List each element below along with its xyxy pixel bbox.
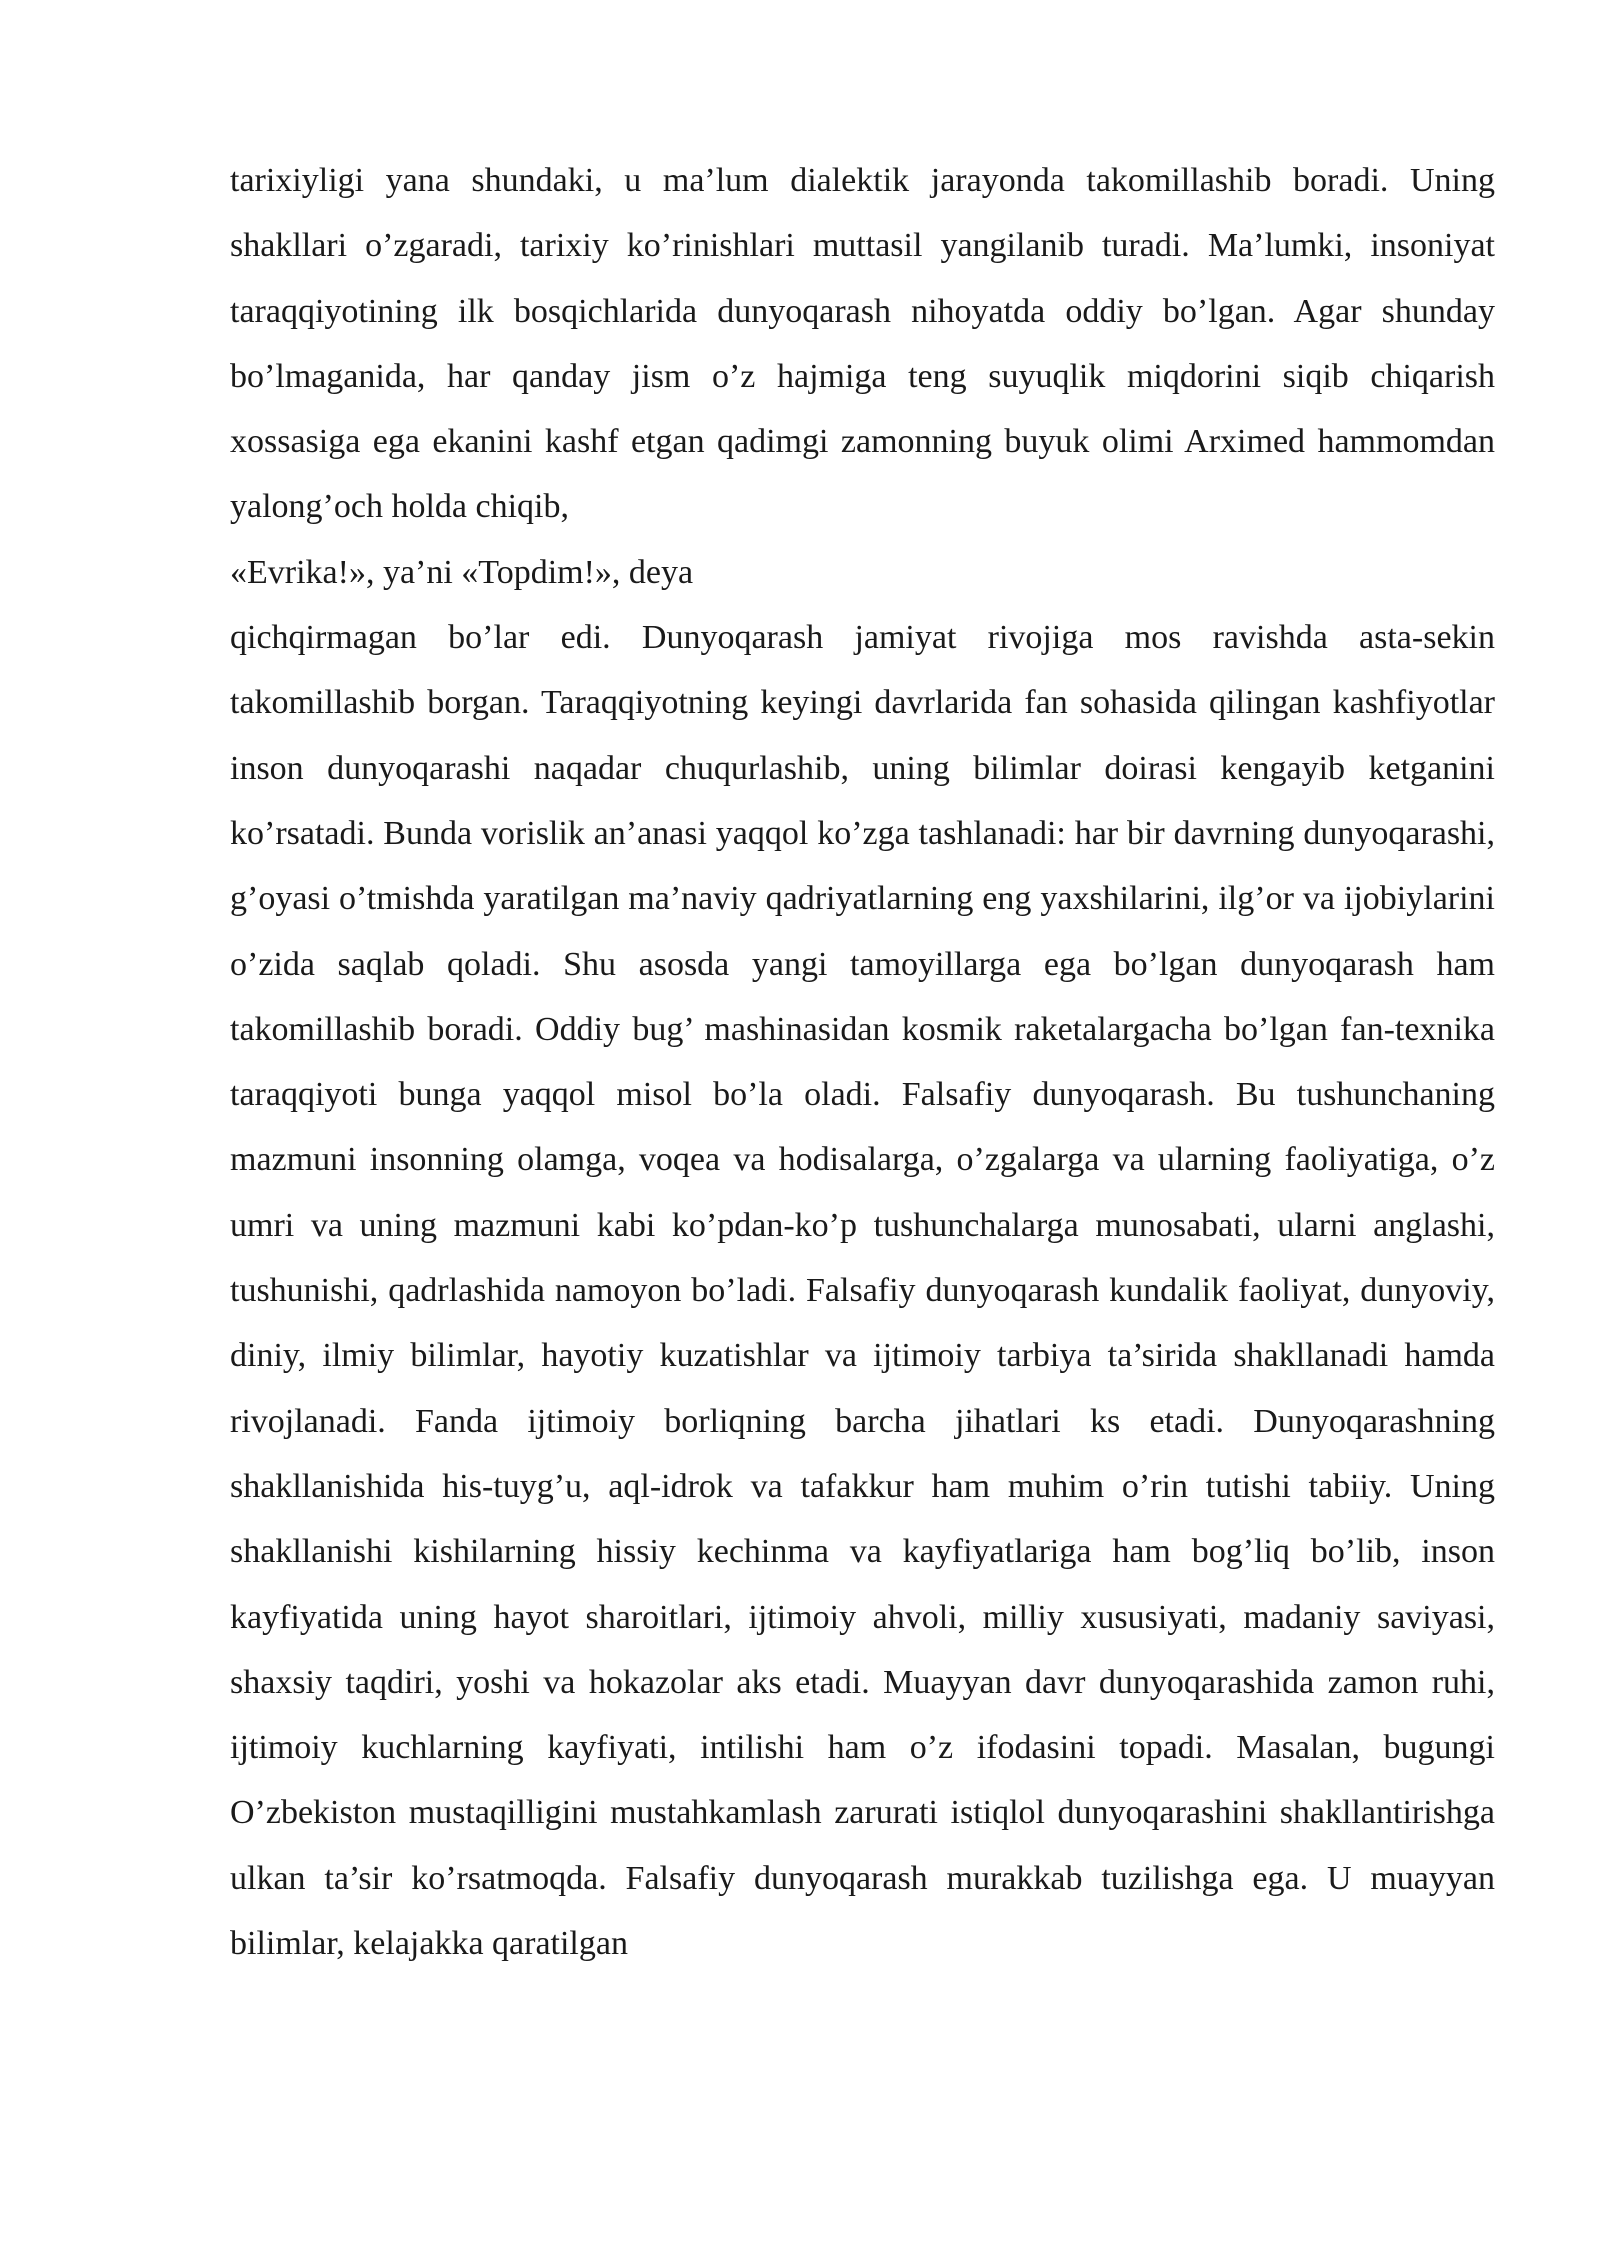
paragraph-1: tarixiyligi yana shundaki, u ma’lum dialektik jarayonda takomillashib boradi. Uning shakllari o’zgaradi, tarixiy ko’rinishlari muttasil yangilanib turadi. Ma’lumki, insoniyat taraqqiyotining ilk bosqichlarida dunyoqarash nihoyatda oddiy bo’lgan. Agar shunday bo’lmaganida, har qanday jism o’z hajmiga teng suyuqlik miqdorini siqib chiqarish xossasiga ega ekanini kashf etgan qadimgi zamonning buyuk olimi Arximed hammomdan yalong’och holda chiqib, — [230, 162, 1495, 526]
paragraph-3: qichqirmagan bo’lar edi. Dunyoqarash jamiyat rivojiga mos ravishda asta-sekin takomillashib borgan. Taraqqiyotning keyingi davrlarida fan sohasida qilingan kashfiyotlar inson dunyoqarashi naqadar chuqurlashib, uning bilimlar doirasi kengayib ketganini ko’rsatadi. Bunda vorislik an’anasi yaqqol ko’zga tashlanadi: har bir davrning dunyoqarashi, g’oyasi o’tmishda yaratilgan ma’naviy qadriyatlarning eng yaxshilarini, ilg’or va ijobiylarini o’zida saqlab qoladi. Shu asosda yangi tamoyillarga ega bo’lgan dunyoqarash ham takomillashib boradi. Oddiy bug’ mashinasidan kosmik raketalargacha bo’lgan fan-texnika taraqqiyoti bunga yaqqol misol bo’la oladi. Falsafiy dunyoqarash. Bu tushunchaning mazmuni insonning olamga, voqea va hodisalarga, o’zgalarga va ularning faoliyatiga, o’z umri va uning mazmuni kabi ko’pdan-ko’p tushunchalarga munosabati, ularni anglashi, tushunishi, qadrlashida namoyon bo’ladi. Falsafiy dunyoqarash kundalik faoliyat, dunyoviy, diniy, ilmiy bilimlar, hayotiy kuzatishlar va ijtimoiy tarbiya ta’sirida shakllanadi hamda rivojlanadi. Fanda ijtimoiy borliqning barcha jihatlari ks etadi. Dunyoqarashning shakllanishida his-tuyg’u, aql-idrok va tafakkur ham muhim o’rin tutishi tabiiy. Uning shakllanishi kishilarning hissiy kechinma va kayfiyatlariga ham bog’liq bo’lib, inson kayfiyatida uning hayot sharoitlari, ijtimoiy ahvoli, milliy xususiyati, madaniy saviyasi, shaxsiy taqdiri, yoshi va hokazolar aks etadi. Muayyan davr dunyoqarashida zamon ruhi, ijtimoiy kuchlarning kayfiyati, intilishi ham o’z ifodasini topadi. Masalan, bugungi O’zbekiston mustaqilligini mustahkamlash zarurati istiqlol dunyoqarashini shakllantirishga ulkan ta’sir ko’rsatmoqda. Falsafiy dunyoqarash murakkab tuzilishga ega. U muayyan bilimlar, kelajakka qaratilgan — [230, 619, 1495, 1963]
document-page — [230, 148, 1495, 1976]
paragraph-2: «Evrika!», ya’ni «Topdim!», deya — [230, 553, 694, 591]
